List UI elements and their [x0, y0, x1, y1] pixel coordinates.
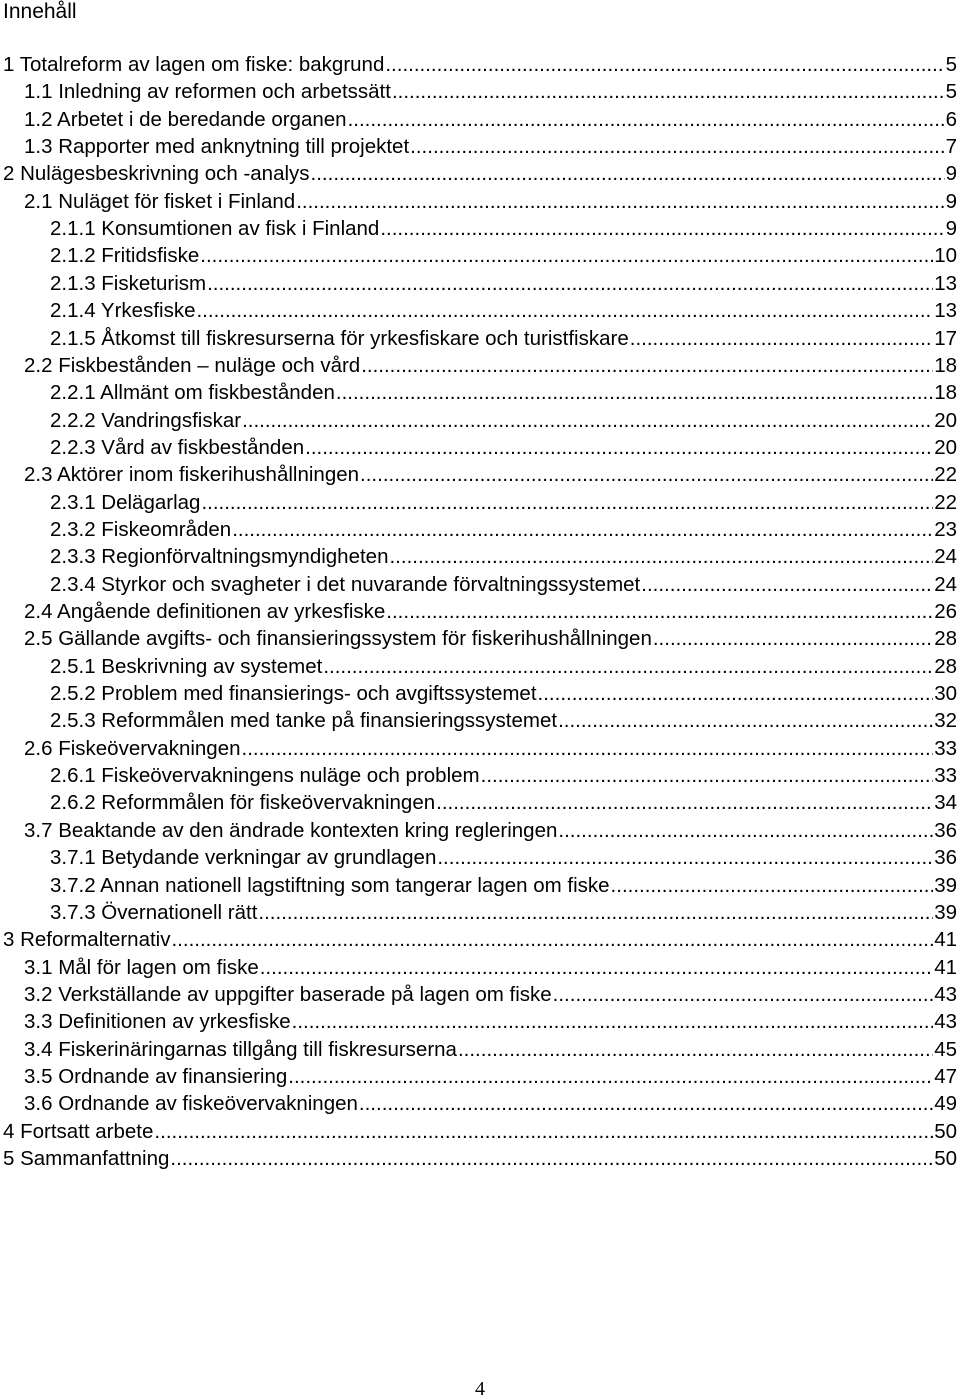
toc-entry[interactable]: [50, 242, 957, 269]
toc-entry-page: 20: [934, 408, 957, 432]
toc-entry[interactable]: [50, 844, 957, 871]
toc-entry-title: 1.3 Rapporter med anknytning till projektet: [24, 135, 410, 159]
toc-entry-page: 10: [934, 244, 957, 268]
toc-entry-title: 4 Fortsatt arbete: [3, 1119, 154, 1143]
dot-leader: [641, 571, 933, 598]
dot-leader: [288, 1063, 933, 1090]
toc-entry-title: 3 Reformalternativ: [3, 928, 171, 952]
toc-entry-title: 2 Nulägesbeskrivning och -analys: [3, 162, 310, 186]
toc-entry[interactable]: [50, 789, 957, 816]
toc-entry[interactable]: [50, 379, 957, 406]
toc-entry-page: 47: [934, 1064, 957, 1088]
toc-entry-page: 50: [934, 1147, 957, 1170]
toc-entry-page: 41: [934, 928, 957, 952]
toc-entry[interactable]: [24, 1090, 957, 1117]
toc-entry-title: 2.5.3 Reformmålen med tanke på finansieringssystemet: [50, 709, 558, 733]
toc-entry-title: 2.5.1 Beskrivning av systemet: [50, 654, 323, 678]
toc-entry[interactable]: [3, 160, 957, 187]
dot-leader: [360, 461, 933, 488]
toc-entry-title: 2.2.1 Allmänt om fiskbestånden: [50, 381, 335, 405]
toc-entry[interactable]: [50, 325, 957, 352]
toc-entry[interactable]: [3, 926, 957, 953]
toc-entry-page: 9: [945, 217, 957, 241]
dot-leader: [305, 434, 933, 461]
toc-entry-title: 2.2.3 Vård av fiskbestånden: [50, 435, 305, 459]
toc-entry-title: 3.7 Beaktande av den ändrade kontexten kring regleringen: [24, 818, 558, 842]
toc-entry-title: 1.2 Arbetet i de beredande organen: [24, 107, 347, 131]
toc-entry-page: 13: [934, 271, 957, 295]
toc-entry[interactable]: [24, 817, 957, 844]
toc-entry[interactable]: [24, 78, 957, 105]
toc-entry-page: 49: [934, 1092, 957, 1116]
toc-entry-page: 30: [934, 682, 957, 706]
toc-entry-page: 50: [934, 1119, 957, 1143]
toc-entry[interactable]: [50, 571, 957, 598]
toc-entry[interactable]: [50, 516, 957, 543]
dot-leader: [361, 352, 933, 379]
toc-entry[interactable]: [50, 434, 957, 461]
toc-entry-title: 1.1 Inledning av reformen och arbetssätt: [24, 80, 391, 104]
toc-entry[interactable]: [24, 352, 957, 379]
toc-entry-title: 2.3 Aktörer inom fiskerihushållningen: [24, 463, 360, 487]
toc-entry[interactable]: [3, 1145, 957, 1172]
toc-entry-page: 13: [934, 299, 957, 323]
dot-leader: [558, 707, 933, 734]
toc-entry[interactable]: [50, 215, 957, 242]
toc-entry-page: 9: [945, 162, 957, 186]
toc-entry-title: 3.5 Ordnande av finansiering: [24, 1064, 288, 1088]
toc-entry-title: 3.7.2 Annan nationell lagstiftning som tangerar lagen om fiske: [50, 873, 610, 897]
toc-entry-title: 2.6 Fiskeövervakningen: [24, 736, 241, 760]
toc-entry-page: 23: [934, 517, 957, 541]
toc-entry-title: 2.3.1 Delägarlag: [50, 490, 201, 514]
toc-entry-page: 28: [934, 654, 957, 678]
dot-leader: [385, 51, 944, 78]
toc-entry-page: 33: [934, 764, 957, 788]
dot-leader: [171, 926, 933, 953]
dot-leader: [386, 598, 933, 625]
dot-leader: [170, 1145, 933, 1172]
toc-entry-page: 26: [934, 600, 957, 623]
toc-entry-title: 3.4 Fiskerinäringarnas tillgång till fiskresurserna: [24, 1037, 457, 1061]
dot-leader: [437, 844, 933, 871]
dot-leader: [292, 1008, 934, 1035]
dot-leader: [242, 407, 933, 434]
toc-entry[interactable]: [24, 625, 957, 652]
toc-entry-title: 2.6.1 Fiskeövervakningens nuläge och problem: [50, 764, 480, 788]
toc-entry-title: 2.1.2 Fritidsfiske: [50, 244, 200, 268]
toc-entry[interactable]: [24, 981, 957, 1008]
toc-entry-title: 2.1.4 Yrkesfiske: [50, 299, 196, 323]
dot-leader: [207, 270, 933, 297]
toc-entry-title: 3.7.1 Betydande verkningar av grundlagen: [50, 846, 437, 870]
toc-entry-page: 17: [934, 326, 957, 350]
toc-entry[interactable]: [24, 1063, 957, 1090]
toc-entry-page: 22: [934, 463, 957, 487]
dot-leader: [260, 954, 933, 981]
toc-entry[interactable]: [3, 51, 957, 78]
toc-entry[interactable]: [50, 762, 957, 789]
toc-entry[interactable]: [50, 543, 957, 570]
dot-leader: [258, 899, 933, 926]
toc-entry[interactable]: [24, 735, 957, 762]
toc-entry-page: 5: [945, 80, 957, 104]
toc-entry-title: 2.1.5 Åtkomst till fiskresurserna för yrkesfiskare och turistfiskare: [50, 326, 629, 350]
toc-entry-page: 33: [934, 736, 957, 760]
dot-leader: [410, 133, 944, 160]
dot-leader: [538, 680, 934, 707]
toc-entry-page: 18: [934, 381, 957, 405]
dot-leader: [481, 762, 934, 789]
toc-entry-page: 43: [934, 1010, 957, 1034]
dot-leader: [380, 215, 944, 242]
dot-leader: [389, 543, 933, 570]
toc-entry[interactable]: [24, 954, 957, 981]
dot-leader: [323, 653, 933, 680]
toc-entry-page: 36: [934, 818, 957, 842]
toc-entry-title: 3.2 Verkställande av uppgifter baserade på lagen om fiske: [24, 982, 552, 1006]
dot-leader: [553, 981, 934, 1008]
toc-entry[interactable]: [50, 407, 957, 434]
toc-entry[interactable]: [3, 1118, 957, 1145]
toc-entry-title: 2.4 Angående definitionen av yrkesfiske: [24, 600, 386, 623]
toc-entry[interactable]: [24, 133, 957, 160]
toc-entry-page: 24: [934, 545, 957, 569]
dot-leader: [154, 1118, 933, 1145]
toc-entry-title: 2.6.2 Reformmålen för fiskeövervakningen: [50, 791, 436, 815]
toc-entry-title: 2.1 Nuläget för fisket i Finland: [24, 189, 296, 213]
dot-leader: [558, 817, 933, 844]
toc-entry-page: 36: [934, 846, 957, 870]
toc-entry-title: 3.6 Ordnande av fiskeövervakningen: [24, 1092, 358, 1116]
toc-entry[interactable]: [50, 680, 957, 707]
toc-entry-title: 3.1 Mål för lagen om fiske: [24, 955, 259, 979]
page-number: 4: [475, 1378, 485, 1400]
toc-entry[interactable]: [50, 297, 957, 324]
toc-entry[interactable]: [50, 489, 957, 516]
toc-entry-title: 2.3.3 Regionförvaltningsmyndigheten: [50, 545, 389, 569]
dot-leader: [630, 325, 933, 352]
dot-leader: [359, 1090, 933, 1117]
toc-entry-page: 34: [934, 791, 957, 815]
toc-entry-page: 5: [945, 53, 957, 76]
toc-entry-page: 28: [934, 627, 957, 651]
toc-entry-page: 39: [934, 900, 957, 924]
toc-entry[interactable]: [24, 598, 957, 625]
toc-heading: Innehåll: [3, 0, 77, 23]
toc-entry-title: 2.1.1 Konsumtionen av fisk i Finland: [50, 217, 380, 241]
toc-entry[interactable]: [50, 707, 957, 734]
toc-entry-page: 43: [934, 982, 957, 1006]
toc-entry[interactable]: [50, 872, 957, 899]
toc-entry[interactable]: [24, 188, 957, 215]
toc-entry-page: 20: [934, 435, 957, 459]
toc-entry-title: 3.7.3 Övernationell rätt: [50, 900, 258, 924]
dot-leader: [232, 516, 933, 543]
toc-entry-page: 18: [934, 353, 957, 377]
toc-entry-title: 3.3 Definitionen av yrkesfiske: [24, 1010, 291, 1034]
toc-entry-title: 2.5 Gällande avgifts- och finansieringssystem för fiskerihushållningen: [24, 627, 652, 651]
toc-entry[interactable]: [24, 106, 957, 133]
toc-entry[interactable]: [24, 1008, 957, 1035]
toc-entry-title: 2.3.4 Styrkor och svagheter i det nuvarande förvaltningssystemet: [50, 572, 641, 596]
toc-entry-title: 1 Totalreform av lagen om fiske: bakgrund: [3, 53, 385, 76]
toc-entry-page: 32: [934, 709, 957, 733]
dot-leader: [392, 78, 945, 105]
dot-leader: [436, 789, 933, 816]
dot-leader: [242, 735, 934, 762]
toc-entry-title: 2.2.2 Vandringsfiskar: [50, 408, 242, 432]
toc-entry[interactable]: [50, 899, 957, 926]
dot-leader: [296, 188, 944, 215]
toc-entry[interactable]: [50, 653, 957, 680]
toc-entry-page: 39: [934, 873, 957, 897]
dot-leader: [458, 1036, 933, 1063]
toc-entry-title: 2.2 Fiskbestånden – nuläge och vård: [24, 353, 361, 377]
dot-leader: [348, 106, 945, 133]
toc-entry-page: 41: [934, 955, 957, 979]
dot-leader: [196, 297, 933, 324]
dot-leader: [200, 242, 933, 269]
toc-entry-page: 6: [945, 107, 957, 131]
dot-leader: [653, 625, 933, 652]
dot-leader: [201, 489, 933, 516]
dot-leader: [336, 379, 933, 406]
toc-entry-page: 22: [934, 490, 957, 514]
dot-leader: [311, 160, 945, 187]
toc-entry-page: 24: [934, 572, 957, 596]
toc-entry-page: 45: [934, 1037, 957, 1061]
toc-entry[interactable]: [24, 1036, 957, 1063]
toc-entry-title: 2.3.2 Fiskeområden: [50, 517, 232, 541]
toc-entry-title: 2.5.2 Problem med finansierings- och avgiftssystemet: [50, 682, 537, 706]
toc-entry-title: 5 Sammanfattning: [3, 1147, 170, 1170]
toc-entry-page: 9: [945, 189, 957, 213]
toc-entry[interactable]: [24, 461, 957, 488]
toc-entry-page: 7: [945, 135, 957, 159]
dot-leader: [611, 872, 934, 899]
toc-entry-title: 2.1.3 Fisketurism: [50, 271, 207, 295]
toc-entry[interactable]: [50, 270, 957, 297]
